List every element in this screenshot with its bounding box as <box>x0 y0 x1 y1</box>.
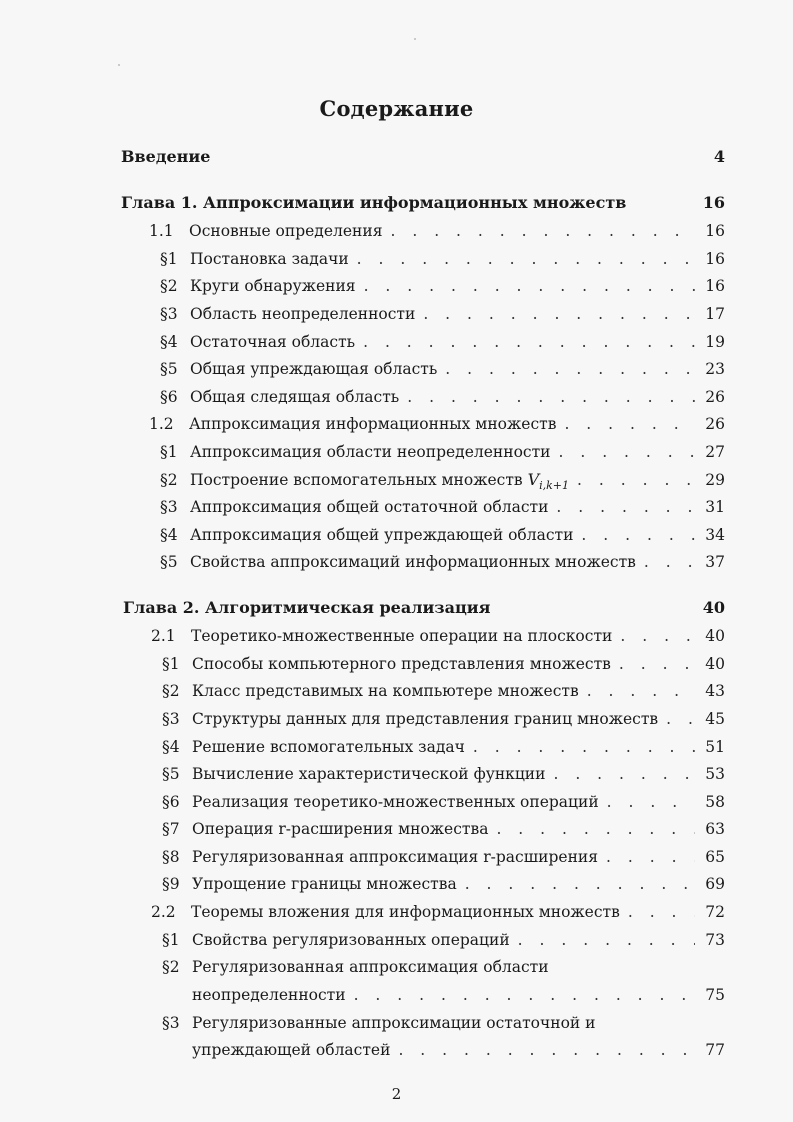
leader-dots <box>666 709 695 729</box>
toc-entry-label: Остаточная область <box>190 333 356 351</box>
toc-chapter-1 <box>121 193 725 213</box>
toc-subsection <box>160 276 725 296</box>
toc-subsection <box>160 249 725 269</box>
toc-entry-page: 34 <box>705 526 725 544</box>
toc-section-2-2 <box>151 902 725 922</box>
toc-entry-number: §1 <box>162 655 180 673</box>
toc-entry-label: Область неопределенности <box>190 305 416 323</box>
toc-entry-label: Глава 1. Аппроксимации информационных множеств <box>121 193 627 212</box>
toc-subsection <box>162 847 725 867</box>
toc-subsection-continuation <box>192 985 725 1005</box>
toc-subsection-continuation <box>192 1040 725 1060</box>
leader-dots <box>473 737 695 757</box>
math-subscript: i,k+1 <box>539 479 570 493</box>
toc-entry-label-continued: упреждающей областей <box>192 1041 391 1059</box>
toc-entry-number: §2 <box>162 958 180 976</box>
toc-entry-label: Введение <box>121 147 211 166</box>
leader-dots <box>496 819 695 839</box>
leader-dots <box>465 874 695 894</box>
toc-subsection <box>162 654 725 674</box>
toc-entry-label: Основные определения <box>189 222 383 240</box>
toc-entry-number: §2 <box>160 277 178 295</box>
toc-entry-number: §4 <box>162 738 180 756</box>
toc-entry-label: Аппроксимация общей остаточной области <box>190 498 549 516</box>
toc-entry-label: Операция r-расширения множества <box>192 820 489 838</box>
toc-section-1-1 <box>149 221 725 241</box>
toc-subsection <box>162 709 725 729</box>
leader-dots <box>423 304 695 324</box>
toc-subsection <box>162 819 725 839</box>
toc-entry-number: §8 <box>162 848 180 866</box>
toc-entry-number: 2.2 <box>151 903 176 921</box>
toc-entry-number: §2 <box>160 471 178 489</box>
toc-entry-page: 19 <box>705 333 725 351</box>
leader-dots <box>559 442 696 462</box>
toc-subsection <box>160 525 725 545</box>
toc-entry-number: §5 <box>160 553 178 571</box>
toc-entry-number: §5 <box>160 360 178 378</box>
toc-entry-number: 1.1 <box>149 222 174 240</box>
toc-subsection <box>160 359 725 379</box>
toc-entry-page: 58 <box>705 793 725 811</box>
toc-entry-label: Регуляризованные аппроксимации остаточной и <box>192 1014 596 1032</box>
toc-entry-number: §4 <box>160 526 178 544</box>
toc-entry-label: Постановка задачи <box>190 250 349 268</box>
toc-entry-page: 40 <box>705 655 725 673</box>
toc-entry-label: Глава 2. Алгоритмическая реализация <box>123 598 491 617</box>
toc-entry-number: §9 <box>162 875 180 893</box>
toc-entry-number: §1 <box>162 931 180 949</box>
toc-subsection <box>162 874 725 894</box>
toc-entry-page: 17 <box>705 305 725 323</box>
toc-entry-label: Аппроксимация области неопределенности <box>190 443 551 461</box>
toc-subsection <box>162 737 725 757</box>
toc-subsection <box>160 442 725 462</box>
toc-subsection <box>160 304 725 324</box>
toc-entry-page: 65 <box>705 848 725 866</box>
toc-entry-label: Регуляризованная аппроксимация r-расширения <box>192 848 599 866</box>
toc-subsection-multiline <box>162 957 549 977</box>
toc-entry-page: 4 <box>713 147 725 166</box>
leader-dots <box>445 359 695 379</box>
leader-dots <box>644 552 695 572</box>
leader-dots <box>363 332 695 352</box>
page-title: Содержание <box>319 96 474 121</box>
leader-dots <box>518 930 695 950</box>
scan-speck <box>414 38 416 40</box>
leader-dots <box>407 387 695 407</box>
toc-entry-number: 2.1 <box>151 627 176 645</box>
leader-dots <box>577 470 695 490</box>
toc-subsection <box>160 497 725 517</box>
toc-entry-label: Общая следящая область <box>190 388 400 406</box>
leader-dots <box>357 249 695 269</box>
leader-dots <box>581 525 695 545</box>
toc-subsection <box>160 332 725 352</box>
leader-dots <box>619 654 695 674</box>
toc-section-2-1 <box>151 626 725 646</box>
leader-dots <box>398 1040 695 1060</box>
toc-entry-page: 40 <box>702 598 725 617</box>
toc-entry-label: Аппроксимация информационных множеств <box>189 415 557 433</box>
toc-entry-label: Упрощение границы множества <box>192 875 457 893</box>
toc-entry-number: §2 <box>162 682 180 700</box>
toc-entry-label: Класс представимых на компьютере множеств <box>192 682 579 700</box>
toc-entry-label: Теоремы вложения для информационных множеств <box>191 903 620 921</box>
toc-entry-label: Способы компьютерного представления множеств <box>192 655 611 673</box>
toc-entry-number: §6 <box>162 793 180 811</box>
toc-entry-label: Свойства регуляризованных операций <box>192 931 510 949</box>
toc-entry-number: §4 <box>160 333 178 351</box>
toc-entry-page: 63 <box>705 820 725 838</box>
toc-section-1-2 <box>149 414 725 434</box>
toc-entry-page: 75 <box>705 986 725 1004</box>
leader-dots <box>587 681 695 701</box>
toc-entry-number: §3 <box>160 305 178 323</box>
toc-entry-label: Реализация теоретико-множественных операций <box>192 793 599 811</box>
toc-entry-label: Свойства аппроксимаций информационных множеств <box>190 553 636 571</box>
toc-entry-page: 26 <box>705 415 725 433</box>
page-number: 2 <box>391 1085 402 1103</box>
toc-entry-page: 72 <box>705 903 725 921</box>
toc-entry-page: 73 <box>705 931 725 949</box>
toc-entry-number: §5 <box>162 765 180 783</box>
toc-entry-number: §3 <box>162 710 180 728</box>
toc-entry-page: 77 <box>705 1041 725 1059</box>
toc-entry-number: 1.2 <box>149 415 174 433</box>
toc-entry-label: Общая упреждающая область <box>190 360 438 378</box>
toc-entry-page: 16 <box>705 222 725 240</box>
toc-entry-number: §3 <box>162 1014 180 1032</box>
leader-dots <box>556 497 695 517</box>
toc-subsection <box>160 387 725 407</box>
toc-entry-number: §3 <box>160 498 178 516</box>
toc-entry-number: §7 <box>162 820 180 838</box>
toc-entry-label <box>190 470 569 496</box>
toc-entry-page: 16 <box>702 193 725 212</box>
toc-subsection <box>162 930 725 950</box>
toc-entry-page: 31 <box>705 498 725 516</box>
leader-dots <box>354 985 695 1005</box>
toc-entry-page: 51 <box>705 738 725 756</box>
toc-entry-page: 45 <box>705 710 725 728</box>
toc-entry-number: §1 <box>160 250 178 268</box>
leader-dots <box>606 847 695 867</box>
toc-entry-label-continued: неопределенности <box>192 986 346 1004</box>
toc-entry-number: §6 <box>160 388 178 406</box>
leader-dots <box>620 626 695 646</box>
toc-subsection <box>162 681 725 701</box>
toc-entry-label: Теоретико-множественные операции на плоскости <box>191 627 613 645</box>
leader-dots <box>628 902 695 922</box>
toc-entry-label: Вычисление характеристической функции <box>192 765 546 783</box>
toc-entry-page: 23 <box>705 360 725 378</box>
toc-entry-page: 29 <box>705 471 725 489</box>
toc-entry-page: 69 <box>705 875 725 893</box>
toc-entry-introduction <box>121 147 725 167</box>
toc-entry-page: 26 <box>705 388 725 406</box>
toc-entry-label: Регуляризованная аппроксимация области <box>192 958 549 976</box>
toc-entry-label-text: Построение вспомогательных множеств <box>190 471 523 489</box>
toc-entry-label: Структуры данных для представления границ множеств <box>192 710 659 728</box>
toc-entry-page: 53 <box>705 765 725 783</box>
toc-entry-page: 16 <box>705 250 725 268</box>
toc-subsection <box>162 764 725 784</box>
toc-entry-page: 37 <box>705 553 725 571</box>
toc-subsection <box>160 552 725 572</box>
toc-entry-page: 16 <box>705 277 725 295</box>
toc-subsection-multiline <box>162 1013 596 1033</box>
toc-subsection <box>160 470 725 496</box>
toc-entry-page: 27 <box>705 443 725 461</box>
toc-entry-page: 43 <box>705 682 725 700</box>
leader-dots <box>364 276 695 296</box>
toc-chapter-2 <box>123 598 725 618</box>
leader-dots <box>553 764 695 784</box>
toc-entry-number: §1 <box>160 443 178 461</box>
leader-dots <box>564 414 695 434</box>
toc-entry-label: Решение вспомогательных задач <box>192 738 465 756</box>
leader-dots <box>390 221 695 241</box>
toc-entry-label: Круги обнаружения <box>190 277 356 295</box>
scan-speck <box>118 64 120 66</box>
leader-dots <box>607 792 695 812</box>
math-symbol: V <box>527 470 540 489</box>
toc-entry-label: Аппроксимация общей упреждающей области <box>190 526 574 544</box>
toc-entry-page: 40 <box>705 627 725 645</box>
toc-subsection <box>162 792 725 812</box>
